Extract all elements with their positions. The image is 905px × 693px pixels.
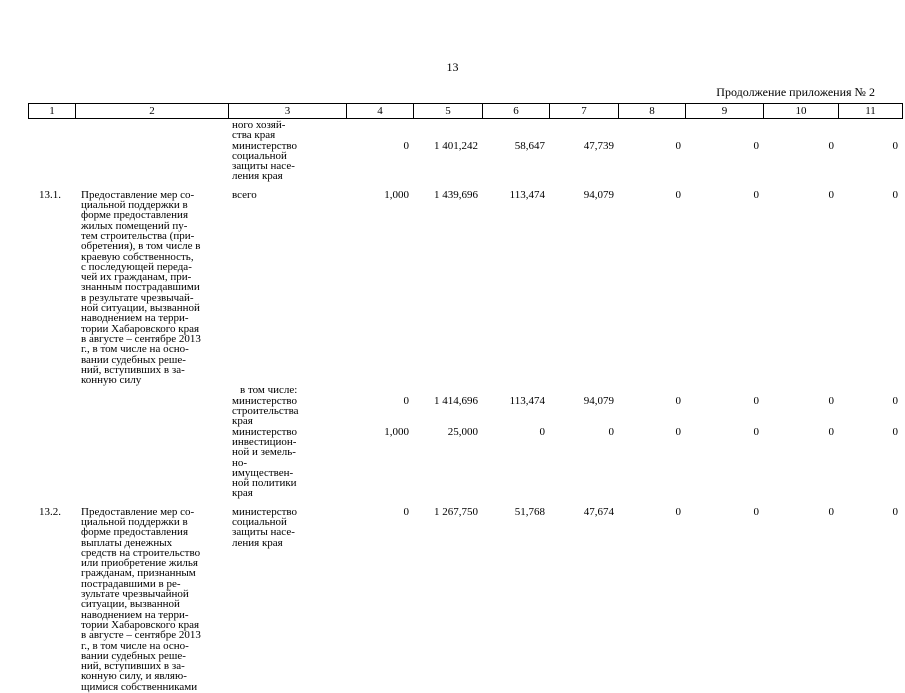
row-value-col-11: 0 [892,139,898,152]
row-value-col-5: 1 267,750 [434,505,478,518]
row-description [75,385,228,395]
column-header-9: 9 [686,104,764,119]
row-value-col-8: 0 [675,139,681,152]
row-value-col-11: 0 [892,425,898,438]
row-value-col-5: 1 414,696 [434,394,478,407]
column-header-1: 1 [29,104,76,119]
row-value-col-4 [346,385,413,395]
row-value-col-8 [618,385,685,395]
table-row [28,427,902,499]
row-value-col-10: 0 [828,425,834,438]
row-index [28,396,75,427]
row-value-col-5: 25,000 [447,425,478,438]
column-header-2: 2 [76,104,229,119]
row-value-col-4: 0 [403,394,409,407]
row-executor: министерство инвестицион- ной и земель- но- имуществен- ной политики края [232,425,298,500]
column-header-table [28,103,903,119]
row-value-col-9: 0 [753,505,759,518]
table-row [28,141,902,182]
row-value-col-11 [838,120,902,141]
row-value-col-7: 94,079 [583,394,614,407]
table-row [28,190,902,386]
row-executor: министерство социальной защиты насе- ления края [232,139,298,183]
table-row [28,396,902,427]
row-value-col-9 [685,120,763,141]
row-value-col-9: 0 [753,425,759,438]
row-index: 13.2. [39,505,61,518]
row-description [75,120,228,141]
row-value-col-6: 113,474 [509,394,545,407]
column-header-11: 11 [839,104,903,119]
row-value-col-4 [346,120,413,141]
row-description [75,141,228,182]
row-value-col-10: 0 [828,394,834,407]
row-value-col-10 [763,120,838,141]
header-row [29,104,903,119]
table-row [28,507,902,692]
column-header-5: 5 [414,104,483,119]
row-index [28,385,75,395]
row-value-col-7 [549,120,618,141]
row-value-col-10: 0 [828,505,834,518]
page-number: 13 [446,60,459,74]
row-value-col-10: 0 [828,139,834,152]
row-value-col-11: 0 [892,505,898,518]
row-index [28,427,75,499]
column-header-4: 4 [347,104,414,119]
column-header-10: 10 [764,104,839,119]
row-value-col-4: 0 [403,139,409,152]
row-value-col-5 [413,120,482,141]
row-value-col-6: 0 [539,425,545,438]
row-description [75,396,228,427]
row-value-col-8: 0 [675,394,681,407]
column-header-6: 6 [483,104,550,119]
row-description [75,427,228,499]
column-header-3: 3 [229,104,347,119]
column-header-8: 8 [619,104,686,119]
row-index [28,141,75,182]
row-executor: в том числе: [240,384,298,397]
row-description: Предоставление мер со- циальной поддержки в форме предоставления жилых помещений пу- тем строительства (при- обретения), в том числе в краевую собственность, с последующей переда- чей их гражданам, при- знанным пострадавшими в результате чрезвычай- ной ситуации, вызванной наводнением на терри- тории Хабаровского края в августе – сентябре 2013 г., в том числе на осно- вании судебных реше- ний, вступивших в за- конную силу [81,188,201,387]
row-value-col-6 [482,120,549,141]
row-value-col-8: 0 [675,425,681,438]
row-value-col-8: 0 [675,188,681,201]
row-value-col-11: 0 [892,188,898,201]
row-value-col-10 [763,385,838,395]
row-value-col-6: 51,768 [514,505,545,518]
row-value-col-8: 0 [675,505,681,518]
table-row [28,120,902,141]
row-executor: всего [232,188,257,201]
row-value-col-9: 0 [753,188,759,201]
row-value-col-9: 0 [753,394,759,407]
row-value-col-7: 47,674 [583,505,614,518]
row-value-col-4: 1,000 [384,188,409,201]
row-value-col-4: 1,000 [384,425,409,438]
row-executor: министерство строительства края [232,394,299,428]
row-value-col-10: 0 [828,188,834,201]
row-description: Предоставление мер со- циальной поддержки в форме предоставления выплаты денежных средств на строительство или приобретение жилья гражданам, признанным пострадавшими в ре- зультате чрезвычайной ситуации, вызванной наводнением на терри- тории Хабаровского края в августе – сентябре 2013 г., в том числе на осно- вании судебных реше- ний, вступивших в за- конную силу, и являю- щимися собственниками [81,505,201,693]
row-value-col-5: 1 401,242 [434,139,478,152]
row-value-col-11: 0 [892,394,898,407]
continuation-label: Продолжение приложения № 2 [716,85,875,99]
row-index: 13.1. [39,188,61,201]
row-value-col-4: 0 [403,505,409,518]
row-executor: министерство социальной защиты насе- ления края [232,505,298,549]
data-table [28,120,902,692]
row-value-col-9 [685,385,763,395]
row-value-col-6: 113,474 [509,188,545,201]
row-value-col-6: 58,647 [514,139,545,152]
row-value-col-7: 0 [608,425,614,438]
row-value-col-7: 94,079 [583,188,614,201]
row-index [28,120,75,141]
row-value-col-9: 0 [753,139,759,152]
row-value-col-7: 47,739 [583,139,614,152]
column-header-7: 7 [550,104,619,119]
row-executor: ного хозяй- ства края [232,119,286,142]
row-value-col-8 [618,120,685,141]
row-value-col-5: 1 439,696 [434,188,478,201]
